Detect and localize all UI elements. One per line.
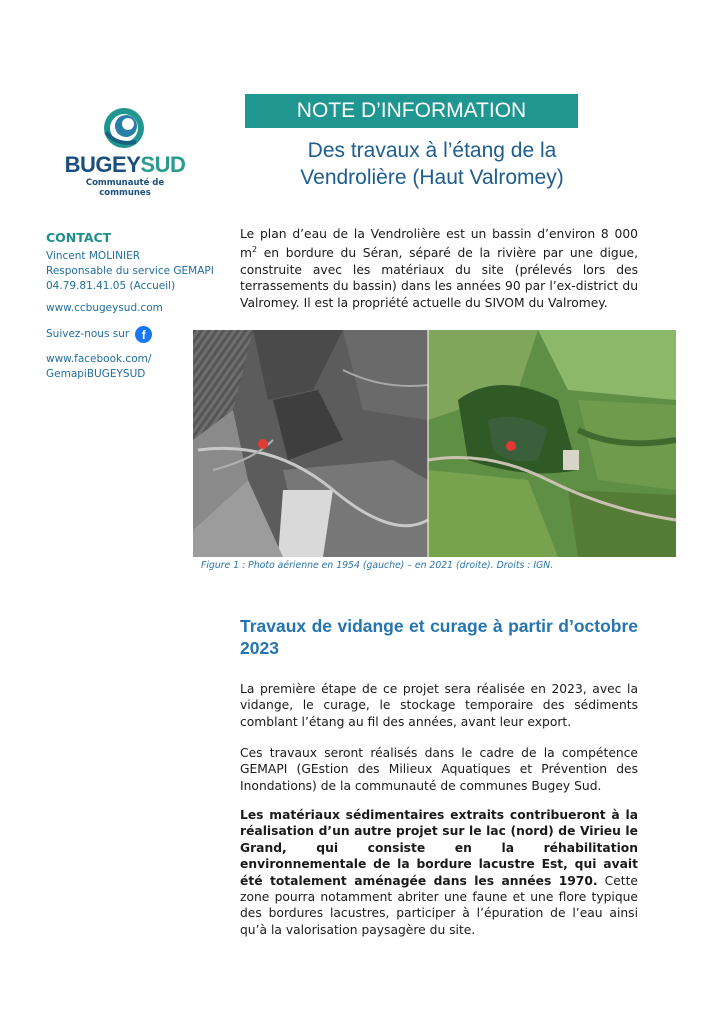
swirl-logo-icon [102, 106, 146, 150]
paragraph-1: La première étape de ce projet sera réalisée en 2023, avec la vidange, le curage, le stockage temporaire des sédiments comblant l’étang au fil des années, avant leur export. [240, 682, 638, 729]
contact-heading: CONTACT [46, 230, 112, 245]
pond-marker-2021 [506, 441, 516, 451]
pond-marker-1954 [258, 439, 268, 449]
document-title: Des travaux à l’étang de la Vendrolière (Haut Valromey) [300, 139, 564, 189]
aerial-photos [193, 330, 676, 557]
bugeysud-logo [56, 100, 196, 198]
facebook-link-line1[interactable]: www.facebook.com/ [46, 353, 152, 365]
follow-label: Suivez-nous sur [46, 328, 130, 340]
photo-2021 [428, 330, 676, 557]
paragraph-3-bold: Les matériaux sédimentaires extraits contribueront à la réalisation d’un autre projet sur le lac (nord) de Virieu le Grand, qui consiste en la réhabilitation environnementale de la bordure lacustre Est, qui avait été totalement aménagée dans les années 1970. [240, 808, 638, 888]
contact-role: Responsable du service GEMAPI [46, 265, 214, 277]
logo-name: BUGEYSUD [64, 152, 186, 177]
paragraph-3 [240, 807, 638, 938]
photo-1954 [193, 330, 428, 557]
logo-subtitle: Communauté de communes [85, 178, 165, 198]
paragraph-2: Ces travaux seront réalisés dans le cadre de la compétence GEMAPI (GEstion des Milieux Aquatiques et Prévention des Inondations) de la communauté de communes Bugey Sud. [240, 746, 638, 793]
facebook-link-line2[interactable]: GemapiBUGEYSUD [46, 368, 146, 380]
facebook-icon[interactable]: f [135, 326, 152, 343]
contact-phone: 04.79.81.41.05 (Accueil) [46, 280, 176, 292]
figure-caption: Figure 1 : Photo aérienne en 1954 (gauche) – en 2021 (droite). Droits : IGN. [201, 560, 554, 571]
note-banner: NOTE D’INFORMATION [245, 94, 578, 128]
website-link[interactable]: www.ccbugeysud.com [46, 302, 163, 314]
contact-name: Vincent MOLINIER [46, 250, 141, 262]
paragraph-3-rest: Cette zone pourra notamment abriter une faune et une flore typique des bordures lacustres, participer à l’épuration de l’eau ainsi qu’à la valorisation paysagère du site. [240, 873, 638, 937]
section-title: Travaux de vidange et curage à partir d’octobre 2023 [240, 616, 638, 658]
follow-row [46, 323, 216, 345]
contact-block [46, 230, 216, 382]
intro-paragraph: Le plan d’eau de la Vendrolière est un bassin d’environ 8 000 $m^2$ en bordure du Séran, séparé de la rivière par une digue, construite avec les matériaux du site (prélevés lors des terrassements du bassin) dans les années 90 par l’ex-district du Valromey. Il est la propriété actuelle du SIVOM du Valromey. [240, 227, 638, 310]
